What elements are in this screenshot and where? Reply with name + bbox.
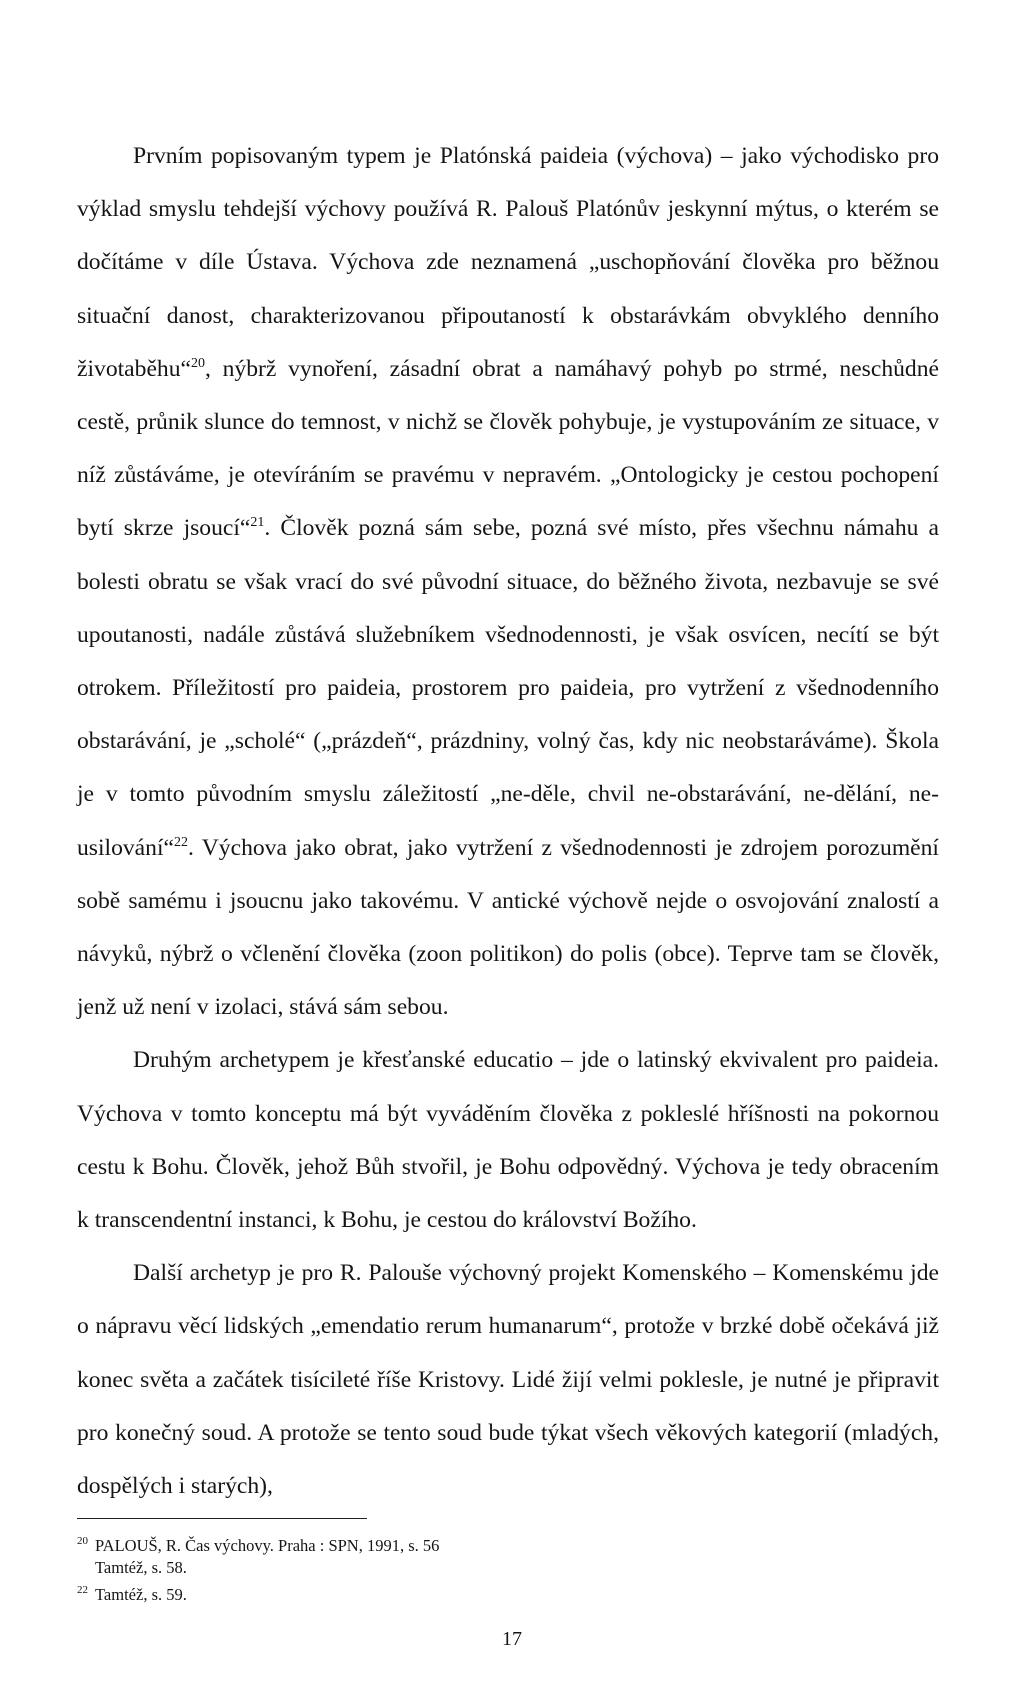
page-number: 17 <box>502 1628 522 1650</box>
paragraph-text: . Člověk pozná sám sebe, pozná své místo, přes všechnu námahu a bolesti obratu se však vrací do své původní situace, do běžného života, nezbavuje se své upoutanosti, nadále zůstává služebníkem všednodennosti, je však osvícen, necítí se být otrokem. Příležitostí pro paideia, prostorem pro paideia, pro vytržení z všednodenního obstarávání, je „scholé“ („prázdeň“, prázdniny, volný čas, kdy nic neobstaráváme). Škola je v tomto původním smyslu záležitostí „ne-děle, chvil ne-obstarávání, ne-dělání, ne-usilování“ <box>77 515 939 861</box>
paragraph-christian-educatio <box>77 1034 939 1247</box>
footnotes <box>77 1530 777 1606</box>
footnote-22 <box>77 1579 777 1606</box>
footnote-20 <box>77 1530 777 1557</box>
footnote-text: Tamtéž, s. 58. <box>95 1558 187 1577</box>
paragraph-text: Druhým archetypem je křesťanské educatio – jde o latinský ekvivalent pro paideia. Výchova v tomto konceptu má být vyváděním člověka z pokleslé hříšnosti na pokornou cestu k Bohu. Člověk, jehož Bůh stvořil, je Bohu odpovědný. Výchova je tedy obracením k transcendentní instanci, k Bohu, je cestou do království Božího. <box>77 1047 939 1234</box>
footnote-reference: 20 <box>190 355 205 371</box>
paragraph-comenius-project <box>77 1247 939 1513</box>
footnote-text: Tamtéž, s. 59. <box>95 1585 187 1604</box>
body-text <box>77 130 939 1513</box>
paragraph-text: Další archetyp je pro R. Palouše výchovný projekt Komenského – Komenskému jde o nápravu věcí lidských „emendatio rerum humanarum“, protože v brzké době očekává již konec světa a začátek tisícileté říše Kristovy. Lidé žijí velmi poklesle, je nutné je připravit pro konečný soud. A protože se tento soud bude týkat všech věkových kategorií (mladých, dospělých i starých), <box>77 1260 939 1500</box>
paragraph-text: Prvním popisovaným typem je Platónská paideia (výchova) – jako východisko pro výklad smyslu tehdejší výchovy používá R. Palouš Platónův jeskynní mýtus, o kterém se dočítáme v díle Ústava. Výchova zde neznamená „uschopňování člověka pro běžnou situační danost, charakterizovanou připoutaností k obstarávkám obvyklého denního životaběhu“ <box>77 143 939 382</box>
footnote-divider <box>77 1518 367 1519</box>
footnote-reference: 22 <box>173 834 188 850</box>
footnote-reference: 21 <box>250 515 265 531</box>
paragraph-text: . Výchova jako obrat, jako vytržení z všednodennosti je zdrojem porozumění sobě samému i jsoucnu jako takovému. V antické výchově nejde o osvojování znalostí a návyků, nýbrž o včlenění člověka (zoon politikon) do polis (obce). Teprve tam se člověk, jenž už není v izolaci, stává sám sebou. <box>77 834 939 1021</box>
footnote-number: 22 <box>77 1584 88 1596</box>
footnote-21 <box>77 1557 777 1579</box>
paragraph-text: , nýbrž vynoření, zásadní obrat a namáhavý pohyb po strmé, neschůdné cestě, průnik slunce do temnost, v nichž se člověk pohybuje, je vystupováním ze situace, v níž zůstáváme, je otevíráním se pravému v nepravém. „Ontologicky je cestou pochopení bytí skrze jsoucí“ <box>77 355 939 542</box>
footnote-text: PALOUŠ, R. Čas výchovy. Praha : SPN, 1991, s. 56 <box>95 1536 440 1555</box>
paragraph-platonic-paideia <box>77 130 939 1034</box>
footnote-number: 20 <box>77 1535 88 1547</box>
